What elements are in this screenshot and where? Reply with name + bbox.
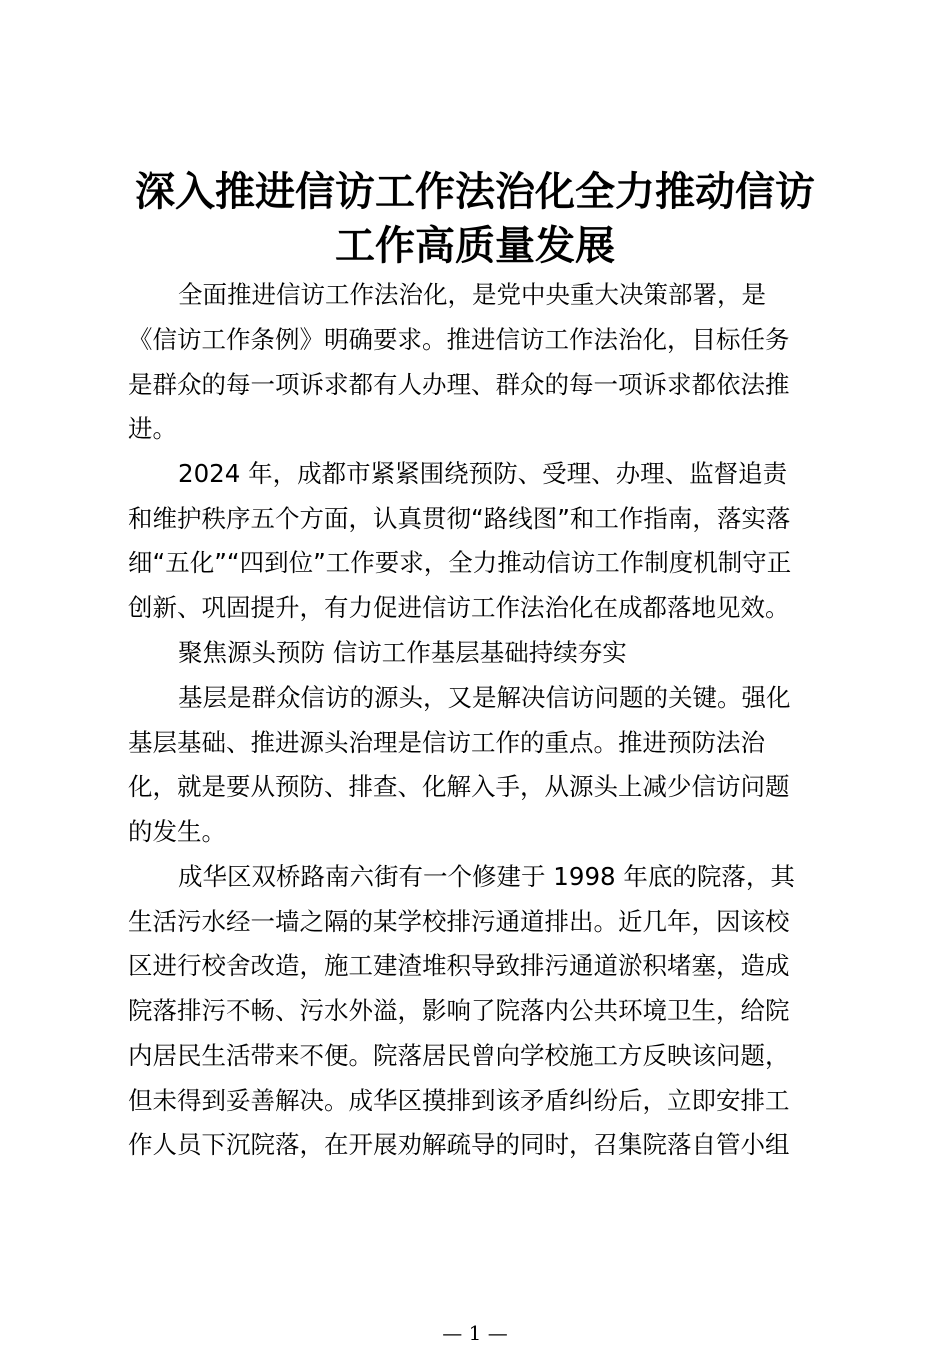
page-title-line-2: 工作高质量发展 [335, 223, 615, 269]
paragraph-4-line-4: 院落排污不畅、污水外溢，影响了院落内公共环境卫生，给院 [128, 996, 790, 1025]
paragraph-2-line-2: 和维护秩序五个方面，认真贯彻“路线图”和工作指南，落实落 [128, 504, 791, 533]
paragraph-2-line-1: 2024 年，成都市紧紧围绕预防、受理、办理、监督追责 [178, 459, 788, 488]
paragraph-4-line-3: 区进行校舍改造，施工建渣堆积导致排污通道淤积堵塞，造成 [128, 951, 790, 980]
paragraph-1-line-1: 全面推进信访工作法治化，是党中央重大决策部署，是 [178, 280, 766, 309]
paragraph-3-line-3: 化，就是要从预防、排查、化解入手，从源头上减少信访问题 [128, 772, 790, 801]
paragraph-4-line-2: 生活污水经一墙之隔的某学校排污通道排出。近几年，因该校 [128, 907, 790, 936]
paragraph-2-line-3: 细“五化”“四到位”工作要求，全力推动信访工作制度机制守正 [128, 548, 792, 577]
page-number: — 1 — [442, 1321, 508, 1345]
paragraph-3-line-4: 的发生。 [128, 817, 226, 846]
paragraph-1-line-4: 进。 [128, 414, 177, 443]
paragraph-3-line-1: 基层是群众信访的源头，又是解决信访问题的关键。强化 [178, 683, 791, 712]
paragraph-4-line-6: 但未得到妥善解决。成华区摸排到该矛盾纠纷后，立即安排工 [128, 1086, 790, 1115]
paragraph-3-line-2: 基层基础、推进源头治理是信访工作的重点。推进预防法治 [128, 728, 765, 757]
page-title-line-1: 深入推进信访工作法治化全力推动信访 [135, 169, 815, 215]
paragraph-4-line-1: 成华区双桥路南六街有一个修建于 1998 年底的院落，其 [178, 862, 795, 891]
paragraph-1-line-3: 是群众的每一项诉求都有人办理、群众的每一项诉求都依法推 [128, 370, 790, 399]
paragraph-4-line-7: 作人员下沉院落，在开展劝解疏导的同时，召集院落自管小组 [128, 1130, 790, 1159]
paragraph-2-line-4: 创新、巩固提升，有力促进信访工作法治化在成都落地见效。 [128, 593, 790, 622]
paragraph-1-line-2: 《信访工作条例》明确要求。推进信访工作法治化，目标任务 [128, 325, 790, 354]
section-heading: 聚焦源头预防 信访工作基层基础持续夯实 [178, 638, 627, 667]
paragraph-4-line-5: 内居民生活带来不便。院落居民曾向学校施工方反映该问题， [128, 1041, 790, 1070]
